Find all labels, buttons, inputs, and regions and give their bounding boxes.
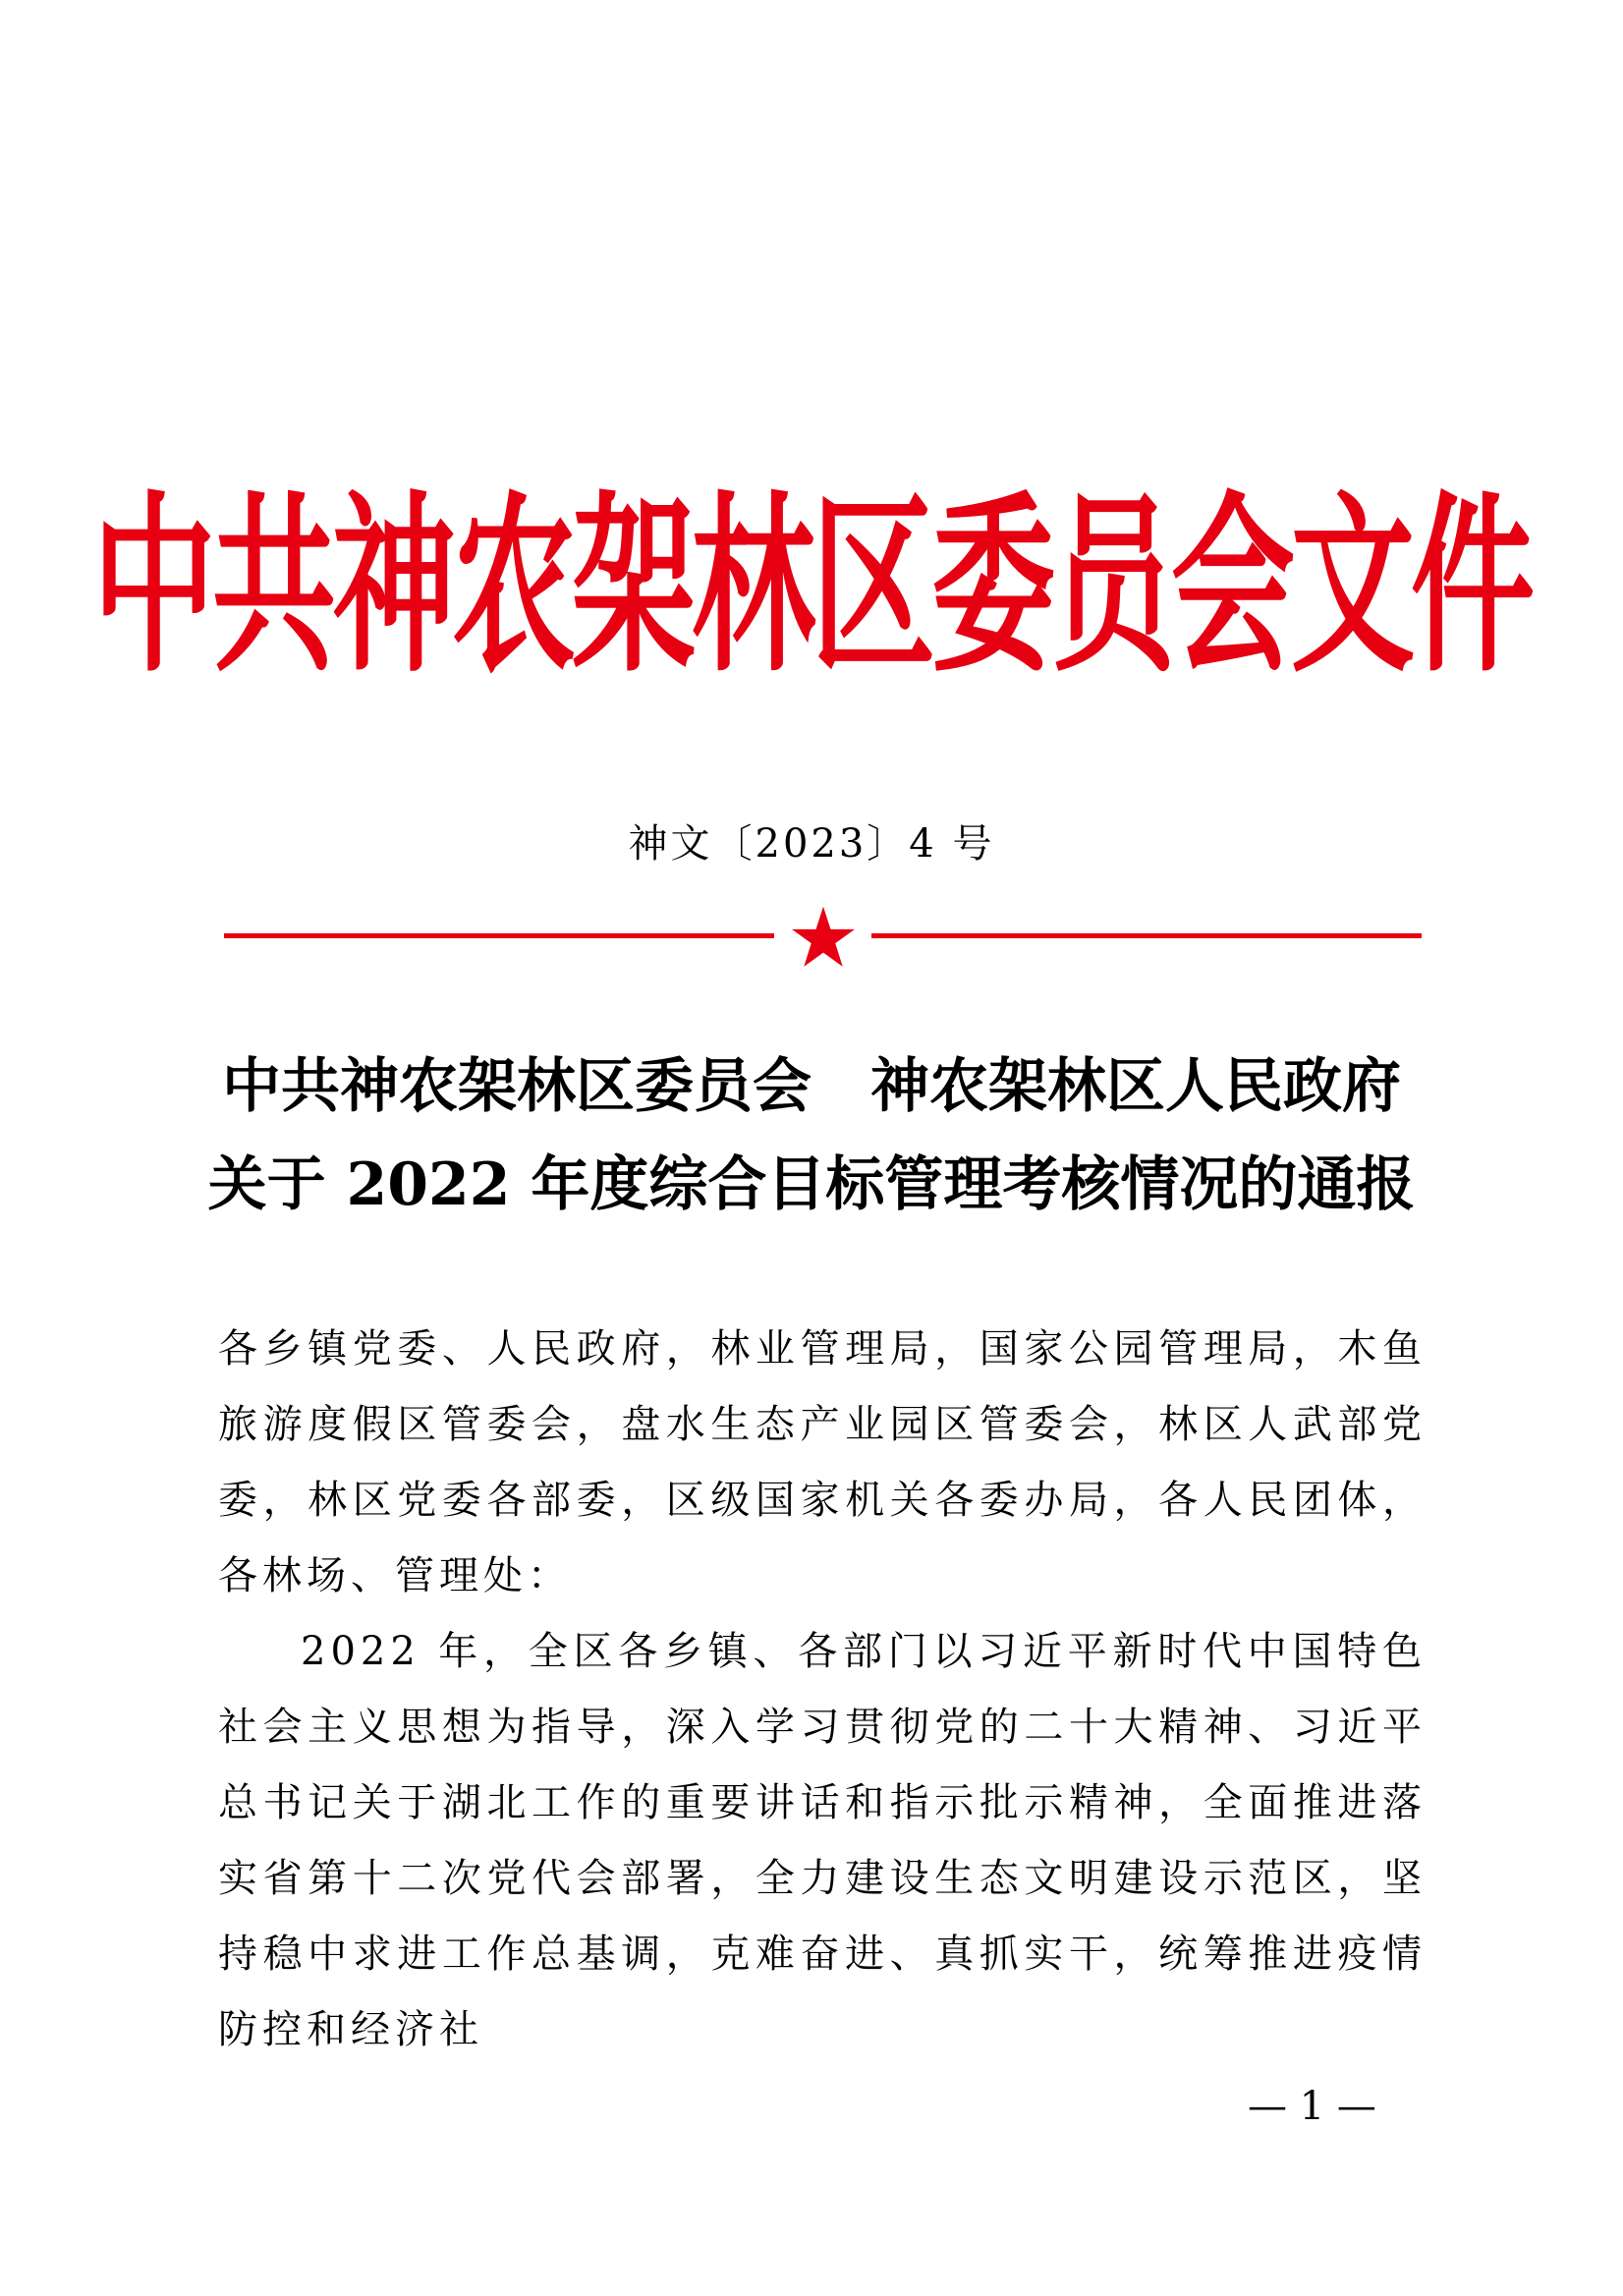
red-star-icon xyxy=(790,904,857,971)
document-number: 神文〔2023〕4 号 xyxy=(628,821,995,867)
recipients-paragraph: 各乡镇党委、人民政府，林业管理局，国家公园管理局，木鱼旅游度假区管委会，盘水生态产业园区管委会，林区人武部党委，林区党委各部委，区级国家机关各委办局，各人民团体，各林场、管理处： xyxy=(218,1326,1427,1598)
body-paragraph: 2022 年，全区各乡镇、各部门以习近平新时代中国特色社会主义思想为指导，深入学习贯彻党的二十大精神、习近平总书记关于湖北工作的重要讲话和指示批示精神，全面推进落实省第十二次党代会部署，全力建设生态文明建设示范区，坚持稳中求进工作总基调，克难奋进、真抓实干，统筹推进疫情防控和经济社 xyxy=(218,1629,1427,2052)
document-title-line-1: 中共神农架林区委员会 神农架林区人民政府 xyxy=(222,1052,1401,1121)
separator-line-right xyxy=(871,933,1422,938)
document-body xyxy=(218,1312,1427,2068)
separator-line-left xyxy=(224,933,774,938)
red-separator xyxy=(224,904,1422,973)
page-number: — 1 — xyxy=(1248,2084,1376,2129)
document-title-line-2: 关于 2022 年度综合目标管理考核情况的通报 xyxy=(207,1150,1416,1219)
document-masthead: 中共神农架林区委员会文件 xyxy=(92,474,1531,699)
